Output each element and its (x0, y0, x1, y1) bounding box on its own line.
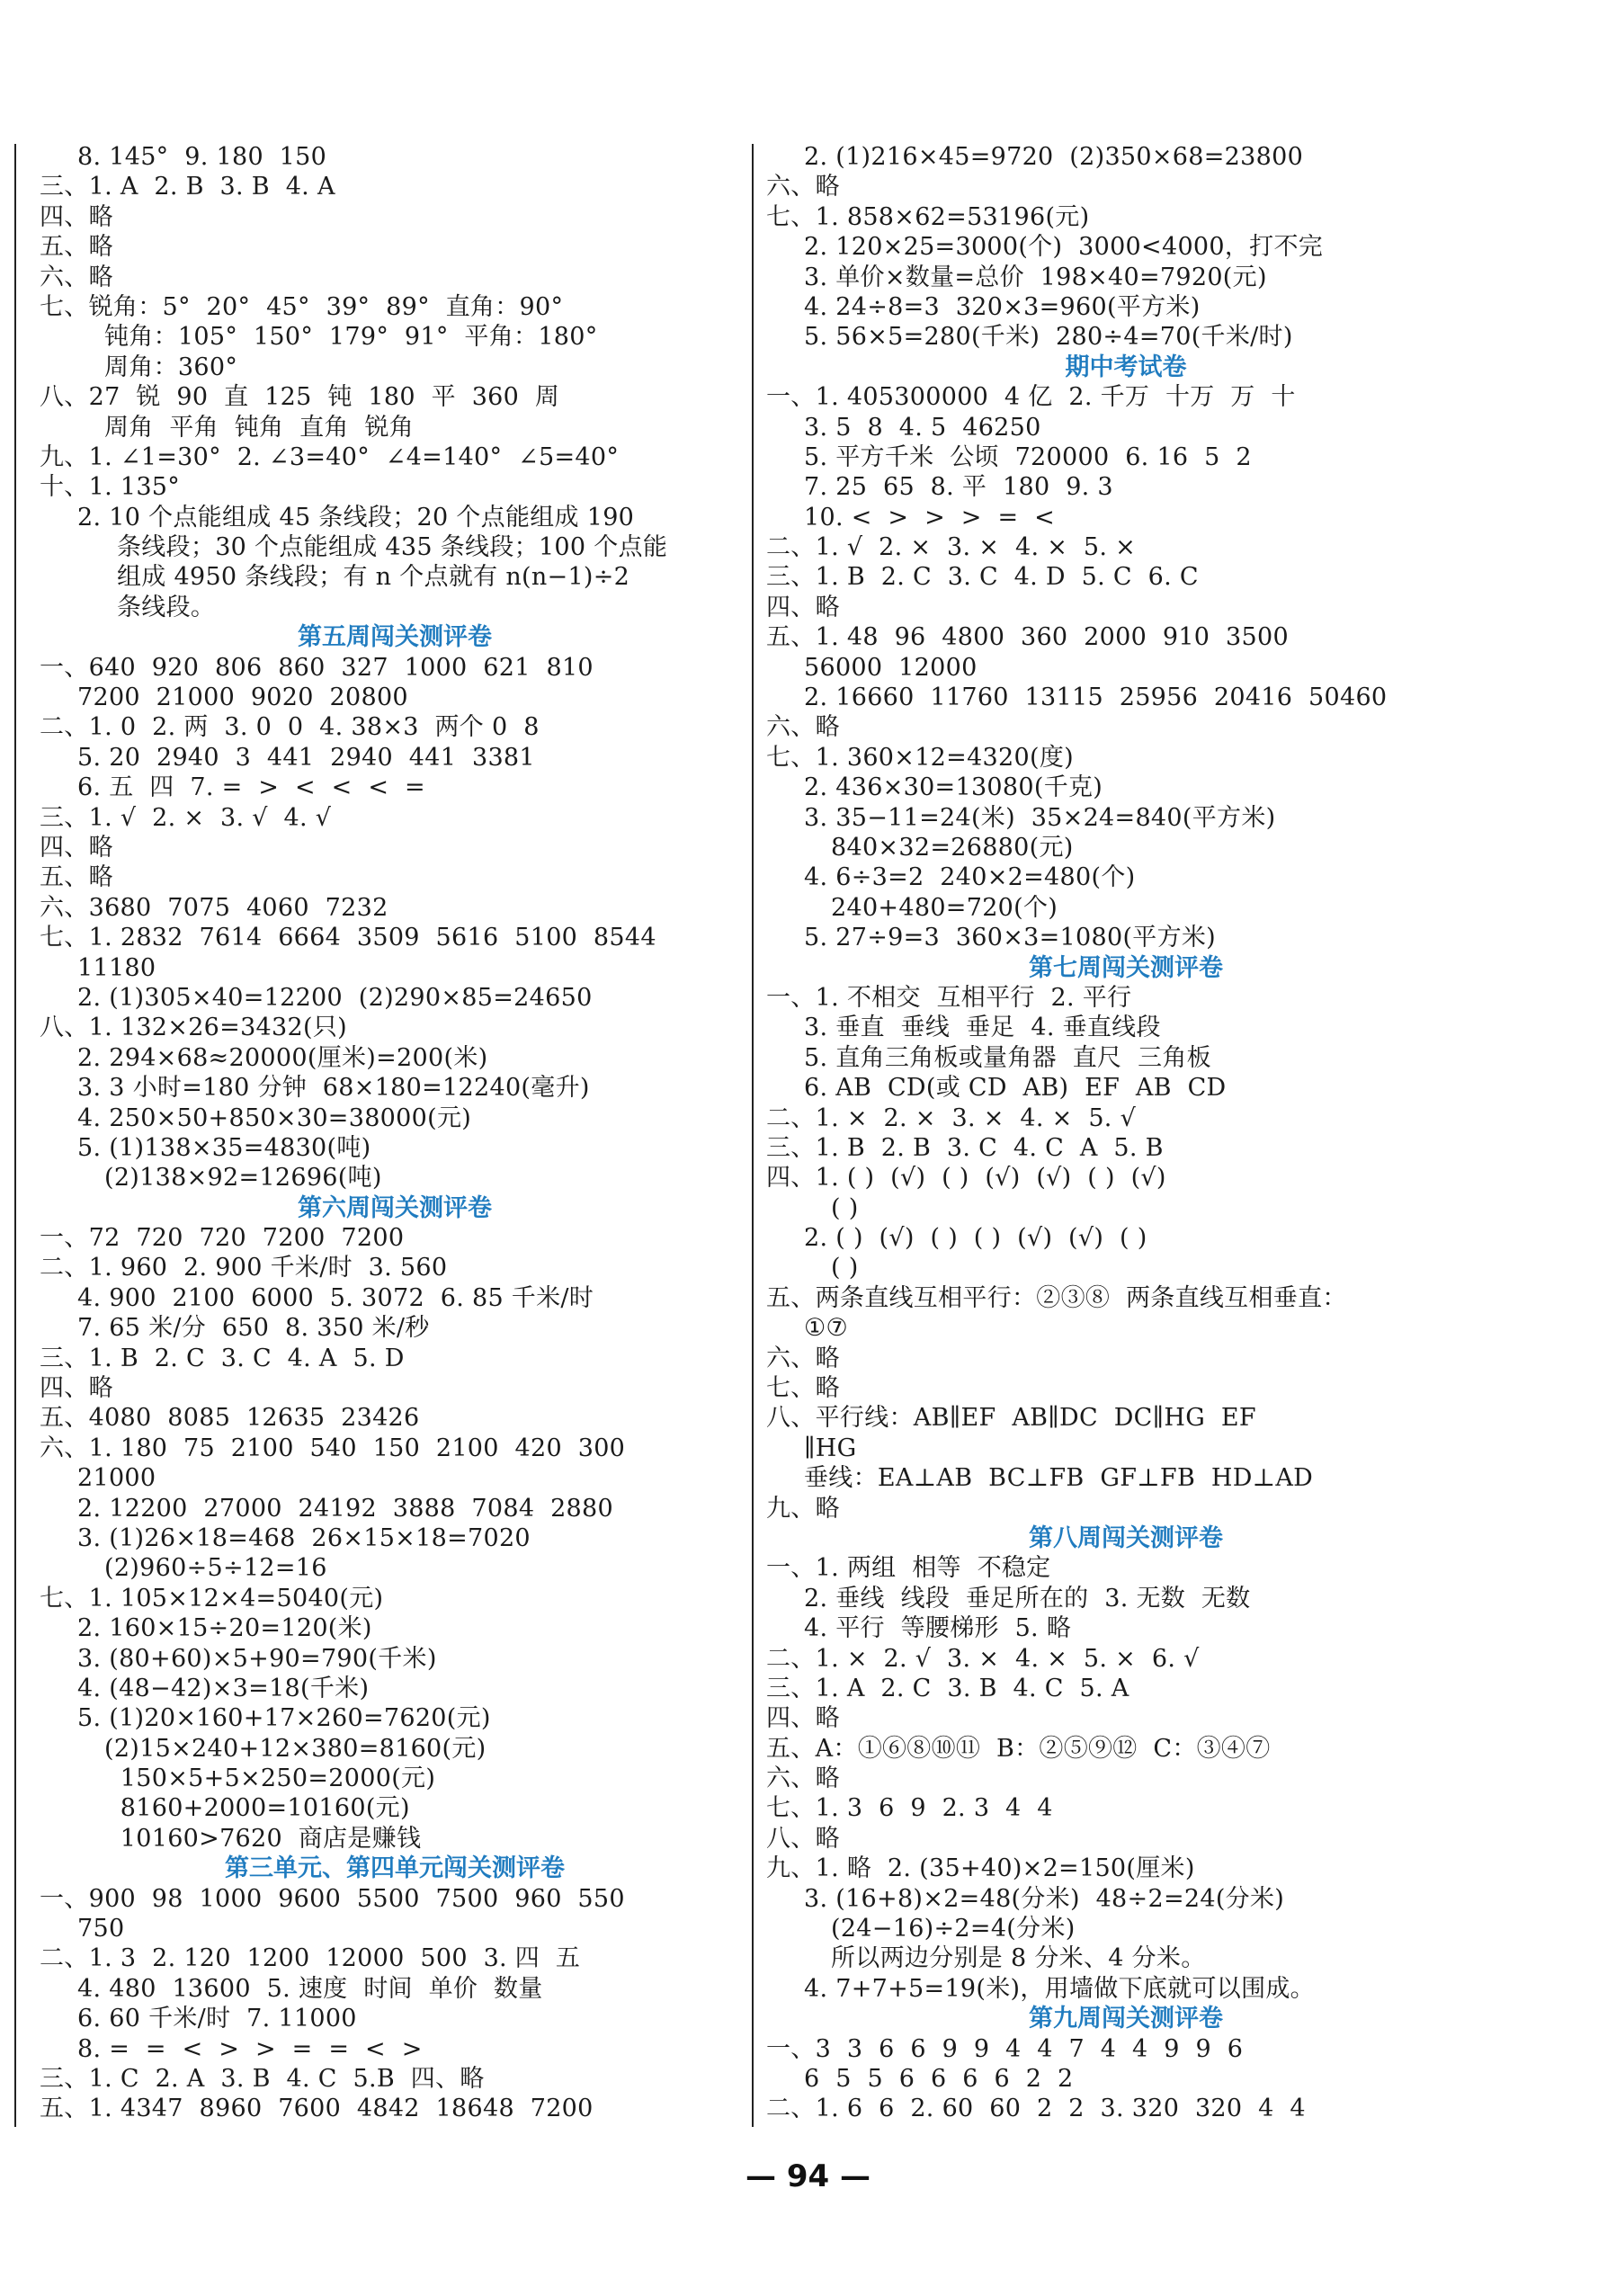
answer-line: 六、略 (766, 1344, 840, 1372)
answer-line: 2. 16660 11760 13115 25956 20416 50460 (804, 683, 1388, 712)
answer-line: (2)15×240+12×380=8160(元) (104, 1734, 487, 1763)
answer-line: 五、1. 48 96 4800 360 2000 910 3500 (766, 623, 1289, 652)
answer-line: 840×32=26880(元) (831, 833, 1074, 862)
answer-line: 2. 436×30=13080(千克) (804, 773, 1103, 802)
answer-line: 六、1. 180 75 2100 540 150 2100 420 300 (40, 1434, 626, 1462)
answer-line: 8160+2000=10160(元) (104, 1794, 410, 1823)
answer-line: 八、27 锐 90 直 125 钝 180 平 360 周 (40, 383, 560, 412)
answer-line: 五、略 (40, 863, 113, 892)
answer-line: 三、1. B 2. B 3. C 4. C A 5. B (766, 1133, 1164, 1162)
answer-line: 4. 24÷8=3 320×3=960(平方米) (804, 292, 1201, 321)
answer-line: 九、略 (766, 1494, 840, 1523)
answer-line: 三、1. √ 2. × 3. √ 4. √ (40, 803, 332, 832)
answer-line: 11180 (77, 953, 156, 982)
answer-line: 4. 900 2100 6000 5. 3072 6. 85 千米/时 (77, 1283, 594, 1312)
answer-line: 一、1. 405300000 4 亿 2. 千万 十万 万 十 (766, 383, 1296, 412)
answer-line: 10. < > > > = < (804, 503, 1056, 532)
answer-line: 3. (16+8)×2=48(分米) 48÷2=24(分米) (804, 1884, 1285, 1913)
answer-line: 十、1. 135° (40, 473, 181, 502)
answer-line: 5. 27÷9=3 360×3=1080(平方米) (804, 924, 1217, 952)
answer-line: 56000 12000 (804, 653, 978, 682)
answer-line: 四、略 (40, 1374, 113, 1403)
answer-line: 五、4080 8085 12635 23426 (40, 1404, 420, 1433)
answer-line: 六、略 (766, 713, 840, 742)
answer-line: 7. 25 65 8. 平 180 9. 3 (804, 473, 1113, 502)
answer-line: 三、1. B 2. C 3. C 4. A 5. D (40, 1344, 405, 1372)
answer-line: ①⑦ (804, 1314, 849, 1343)
answer-line: 条线段；30 个点能组成 435 条线段；100 个点能 (117, 533, 668, 562)
answer-line: 七、1. 858×62=53196(元) (766, 202, 1090, 231)
answer-line: 6 5 5 6 6 6 6 2 2 (804, 2065, 1074, 2093)
answer-line: 5. 20 2940 3 441 2940 441 3381 (77, 743, 535, 772)
answer-line: 五、A：①⑥⑧⑩⑪ B：②⑤⑨⑫ C：③④⑦ (766, 1734, 1271, 1763)
answer-line: 所以两边分别是 8 分米、4 分米。 (831, 1944, 1206, 1973)
answer-line: 二、1. 960 2. 900 千米/时 3. 560 (40, 1254, 448, 1282)
answer-line: 2. (1)216×45=9720 (2)350×68=23800 (804, 143, 1304, 171)
answer-line: 周角：360° (104, 353, 238, 381)
answer-line: 四、略 (40, 202, 113, 231)
answer-line: 一、1. 两组 相等 不稳定 (766, 1554, 1051, 1583)
answer-line: 七、1. 360×12=4320(度) (766, 743, 1074, 772)
section-title: 期中考试卷 (1065, 353, 1187, 381)
answer-line: 周角 平角 钝角 直角 锐角 (104, 413, 415, 442)
section-title: 第三单元、第四单元闯关测评卷 (225, 1854, 565, 1883)
answer-line: 2. (1)305×40=12200 (2)290×85=24650 (77, 983, 593, 1012)
answer-line: 三、1. A 2. B 3. B 4. A (40, 173, 335, 201)
answer-line: 五、两条直线互相平行：②③⑧ 两条直线互相垂直： (766, 1283, 1347, 1312)
answer-line: 8. = = < > > = = < > (77, 2034, 423, 2063)
answer-line: 八、略 (766, 1824, 840, 1853)
answer-line: 三、1. C 2. A 3. B 4. C 5.B 四、略 (40, 2065, 485, 2093)
answer-line: 3. 5 8 4. 5 46250 (804, 413, 1041, 442)
answer-line: 3. 单价×数量=总价 198×40=7920(元) (804, 263, 1267, 291)
answer-line: 三、1. A 2. C 3. B 4. C 5. A (766, 1674, 1129, 1702)
answer-line: 2. 294×68≈20000(厘米)=200(米) (77, 1043, 488, 1072)
answer-line: 一、640 920 806 860 327 1000 621 810 (40, 653, 594, 682)
answer-line: 4. 6÷3=2 240×2=480(个) (804, 863, 1136, 892)
answer-line: ( ) (831, 1254, 859, 1282)
answer-line: (24−16)÷2=4(分米) (831, 1915, 1076, 1943)
answer-line: 一、1. 不相交 互相平行 2. 平行 (766, 983, 1132, 1012)
section-title: 第九周闯关测评卷 (1029, 2005, 1223, 2033)
answer-line: 七、锐角：5° 20° 45° 39° 89° 直角：90° (40, 292, 564, 321)
answer-line: 8. 145° 9. 180 150 (77, 143, 327, 171)
answer-line: 四、略 (766, 593, 840, 621)
answer-line: 3. 35−11=24(米) 35×24=840(平方米) (804, 803, 1276, 832)
answer-line: 二、1. × 2. √ 3. × 4. × 5. × 6. √ (766, 1644, 1200, 1673)
section-title: 第六周闯关测评卷 (298, 1193, 492, 1222)
answer-line: 六、略 (766, 1764, 840, 1793)
answer-line: 5. 56×5=280(千米) 280÷4=70(千米/时) (804, 323, 1293, 352)
answer-line: 六、3680 7075 4060 7232 (40, 893, 388, 922)
answer-line: 5. (1)20×160+17×260=7620(元) (77, 1704, 491, 1733)
answer-line: 4. (48−42)×3=18(千米) (77, 1674, 370, 1702)
answer-line: 4. 250×50+850×30=38000(元) (77, 1103, 472, 1132)
answer-line: 7200 21000 9020 20800 (77, 683, 408, 712)
answer-line: 2. ( ) (√) ( ) ( ) (√) (√) ( ) (804, 1224, 1147, 1253)
answer-line: (2)960÷5÷12=16 (104, 1554, 327, 1583)
answer-line: 三、1. B 2. C 3. C 4. D 5. C 6. C (766, 563, 1199, 592)
answer-line: 六、略 (766, 173, 840, 201)
answer-line: (2)138×92=12696(吨) (104, 1164, 382, 1193)
answer-line: 3. 垂直 垂线 垂足 4. 垂直线段 (804, 1014, 1161, 1042)
answer-line: 4. 平行 等腰梯形 5. 略 (804, 1614, 1072, 1643)
answer-line: 组成 4950 条线段；有 n 个点就有 n(n−1)÷2 (117, 563, 630, 592)
answer-line: 五、1. 4347 8960 7600 4842 18648 7200 (40, 2095, 594, 2123)
answer-line: 四、略 (766, 1704, 840, 1733)
answer-line: 一、3 3 6 6 9 9 4 4 7 4 4 9 9 6 (766, 2034, 1244, 2063)
answer-line: 6. 五 四 7. = > < < < = (77, 773, 425, 802)
section-title: 第七周闯关测评卷 (1029, 953, 1223, 982)
answer-line: 3. (1)26×18=468 26×15×18=7020 (77, 1523, 531, 1552)
answer-line: 八、1. 132×26=3432(只) (40, 1014, 347, 1042)
answer-line: 六、略 (40, 263, 113, 291)
answer-line: ∥HG (804, 1434, 857, 1462)
right-answer-column (766, 142, 1486, 2124)
answer-line: ( ) (831, 1193, 859, 1222)
answer-line: 一、900 98 1000 9600 5500 7500 960 550 (40, 1884, 625, 1913)
answer-line: 五、略 (40, 233, 113, 262)
answer-line: 二、1. × 2. × 3. × 4. × 5. √ (766, 1103, 1137, 1132)
answer-line: 2. 垂线 线段 垂足所在的 3. 无数 无数 (804, 1584, 1251, 1613)
answer-line: 垂线：EA⊥AB BC⊥FB GF⊥FB HD⊥AD (804, 1464, 1314, 1493)
page-number: — 94 — (746, 2158, 870, 2194)
answer-line: 10160>7620 商店是赚钱 (104, 1824, 422, 1853)
answer-line: 750 (77, 1915, 125, 1943)
answer-line: 二、1. 0 2. 两 3. 0 0 4. 38×3 两个 0 8 (40, 713, 540, 742)
answer-line: 条线段。 (117, 593, 216, 621)
answer-line: 6. 60 千米/时 7. 11000 (77, 2005, 357, 2033)
answer-line: 2. 160×15÷20=120(米) (77, 1614, 372, 1643)
answer-line: 4. 7+7+5=19(米)，用墙做下底就可以围成。 (804, 1974, 1315, 2003)
answer-line: 一、72 720 720 7200 7200 (40, 1224, 405, 1253)
answer-line: 九、1. ∠1=30° 2. ∠3=40° ∠4=140° ∠5=40° (40, 442, 620, 471)
column-divider (752, 144, 754, 2127)
answer-line: 二、1. 3 2. 120 1200 12000 500 3. 四 五 (40, 1944, 581, 1973)
answer-line: 七、1. 105×12×4=5040(元) (40, 1584, 384, 1613)
answer-line: 3. (80+60)×5+90=790(千米) (77, 1644, 437, 1673)
answer-line: 七、略 (766, 1374, 840, 1403)
answer-line: 二、1. 6 6 2. 60 60 2 2 3. 320 320 4 4 (766, 2095, 1306, 2123)
answer-line: 150×5+5×250=2000(元) (104, 1764, 436, 1793)
answer-line: 240+480=720(个) (831, 893, 1058, 922)
answer-line: 2. 12200 27000 24192 3888 7084 2880 (77, 1494, 613, 1523)
answer-line: 二、1. √ 2. × 3. × 4. × 5. × (766, 533, 1137, 562)
answer-line: 四、略 (40, 833, 113, 862)
answer-line: 5. 平方千米 公顷 720000 6. 16 5 2 (804, 442, 1252, 471)
answer-line: 4. 480 13600 5. 速度 时间 单价 数量 (77, 1974, 543, 2003)
section-title: 第五周闯关测评卷 (298, 623, 492, 652)
left-answer-column (40, 142, 750, 2124)
answer-line: 2. 120×25=3000(个) 3000<4000，打不完 (804, 233, 1324, 262)
left-margin-rule (14, 144, 16, 2127)
section-title: 第八周闯关测评卷 (1029, 1523, 1223, 1552)
answer-line: 八、平行线：AB∥EF AB∥DC DC∥HG EF (766, 1404, 1256, 1433)
answer-line: 2. 10 个点能组成 45 条线段；20 个点能组成 190 (77, 503, 635, 532)
answer-line: 21000 (77, 1464, 156, 1493)
answer-line: 5. 直角三角板或量角器 直尺 三角板 (804, 1043, 1211, 1072)
answer-line: 四、1. ( ) (√) ( ) (√) (√) ( ) (√) (766, 1164, 1166, 1193)
answer-line: 5. (1)138×35=4830(吨) (77, 1133, 371, 1162)
answer-line: 七、1. 3 6 9 2. 3 4 4 (766, 1794, 1053, 1823)
answer-line: 七、1. 2832 7614 6664 3509 5616 5100 8544 (40, 924, 656, 952)
answer-line: 钝角：105° 150° 179° 91° 平角：180° (104, 323, 598, 352)
answer-line: 7. 65 米/分 650 8. 350 米/秒 (77, 1314, 430, 1343)
answer-line: 九、1. 略 2. (35+40)×2=150(厘米) (766, 1854, 1195, 1883)
answer-line: 3. 3 小时=180 分钟 68×180=12240(毫升) (77, 1074, 590, 1103)
answer-line: 6. AB CD(或 CD AB) EF AB CD (804, 1074, 1227, 1103)
